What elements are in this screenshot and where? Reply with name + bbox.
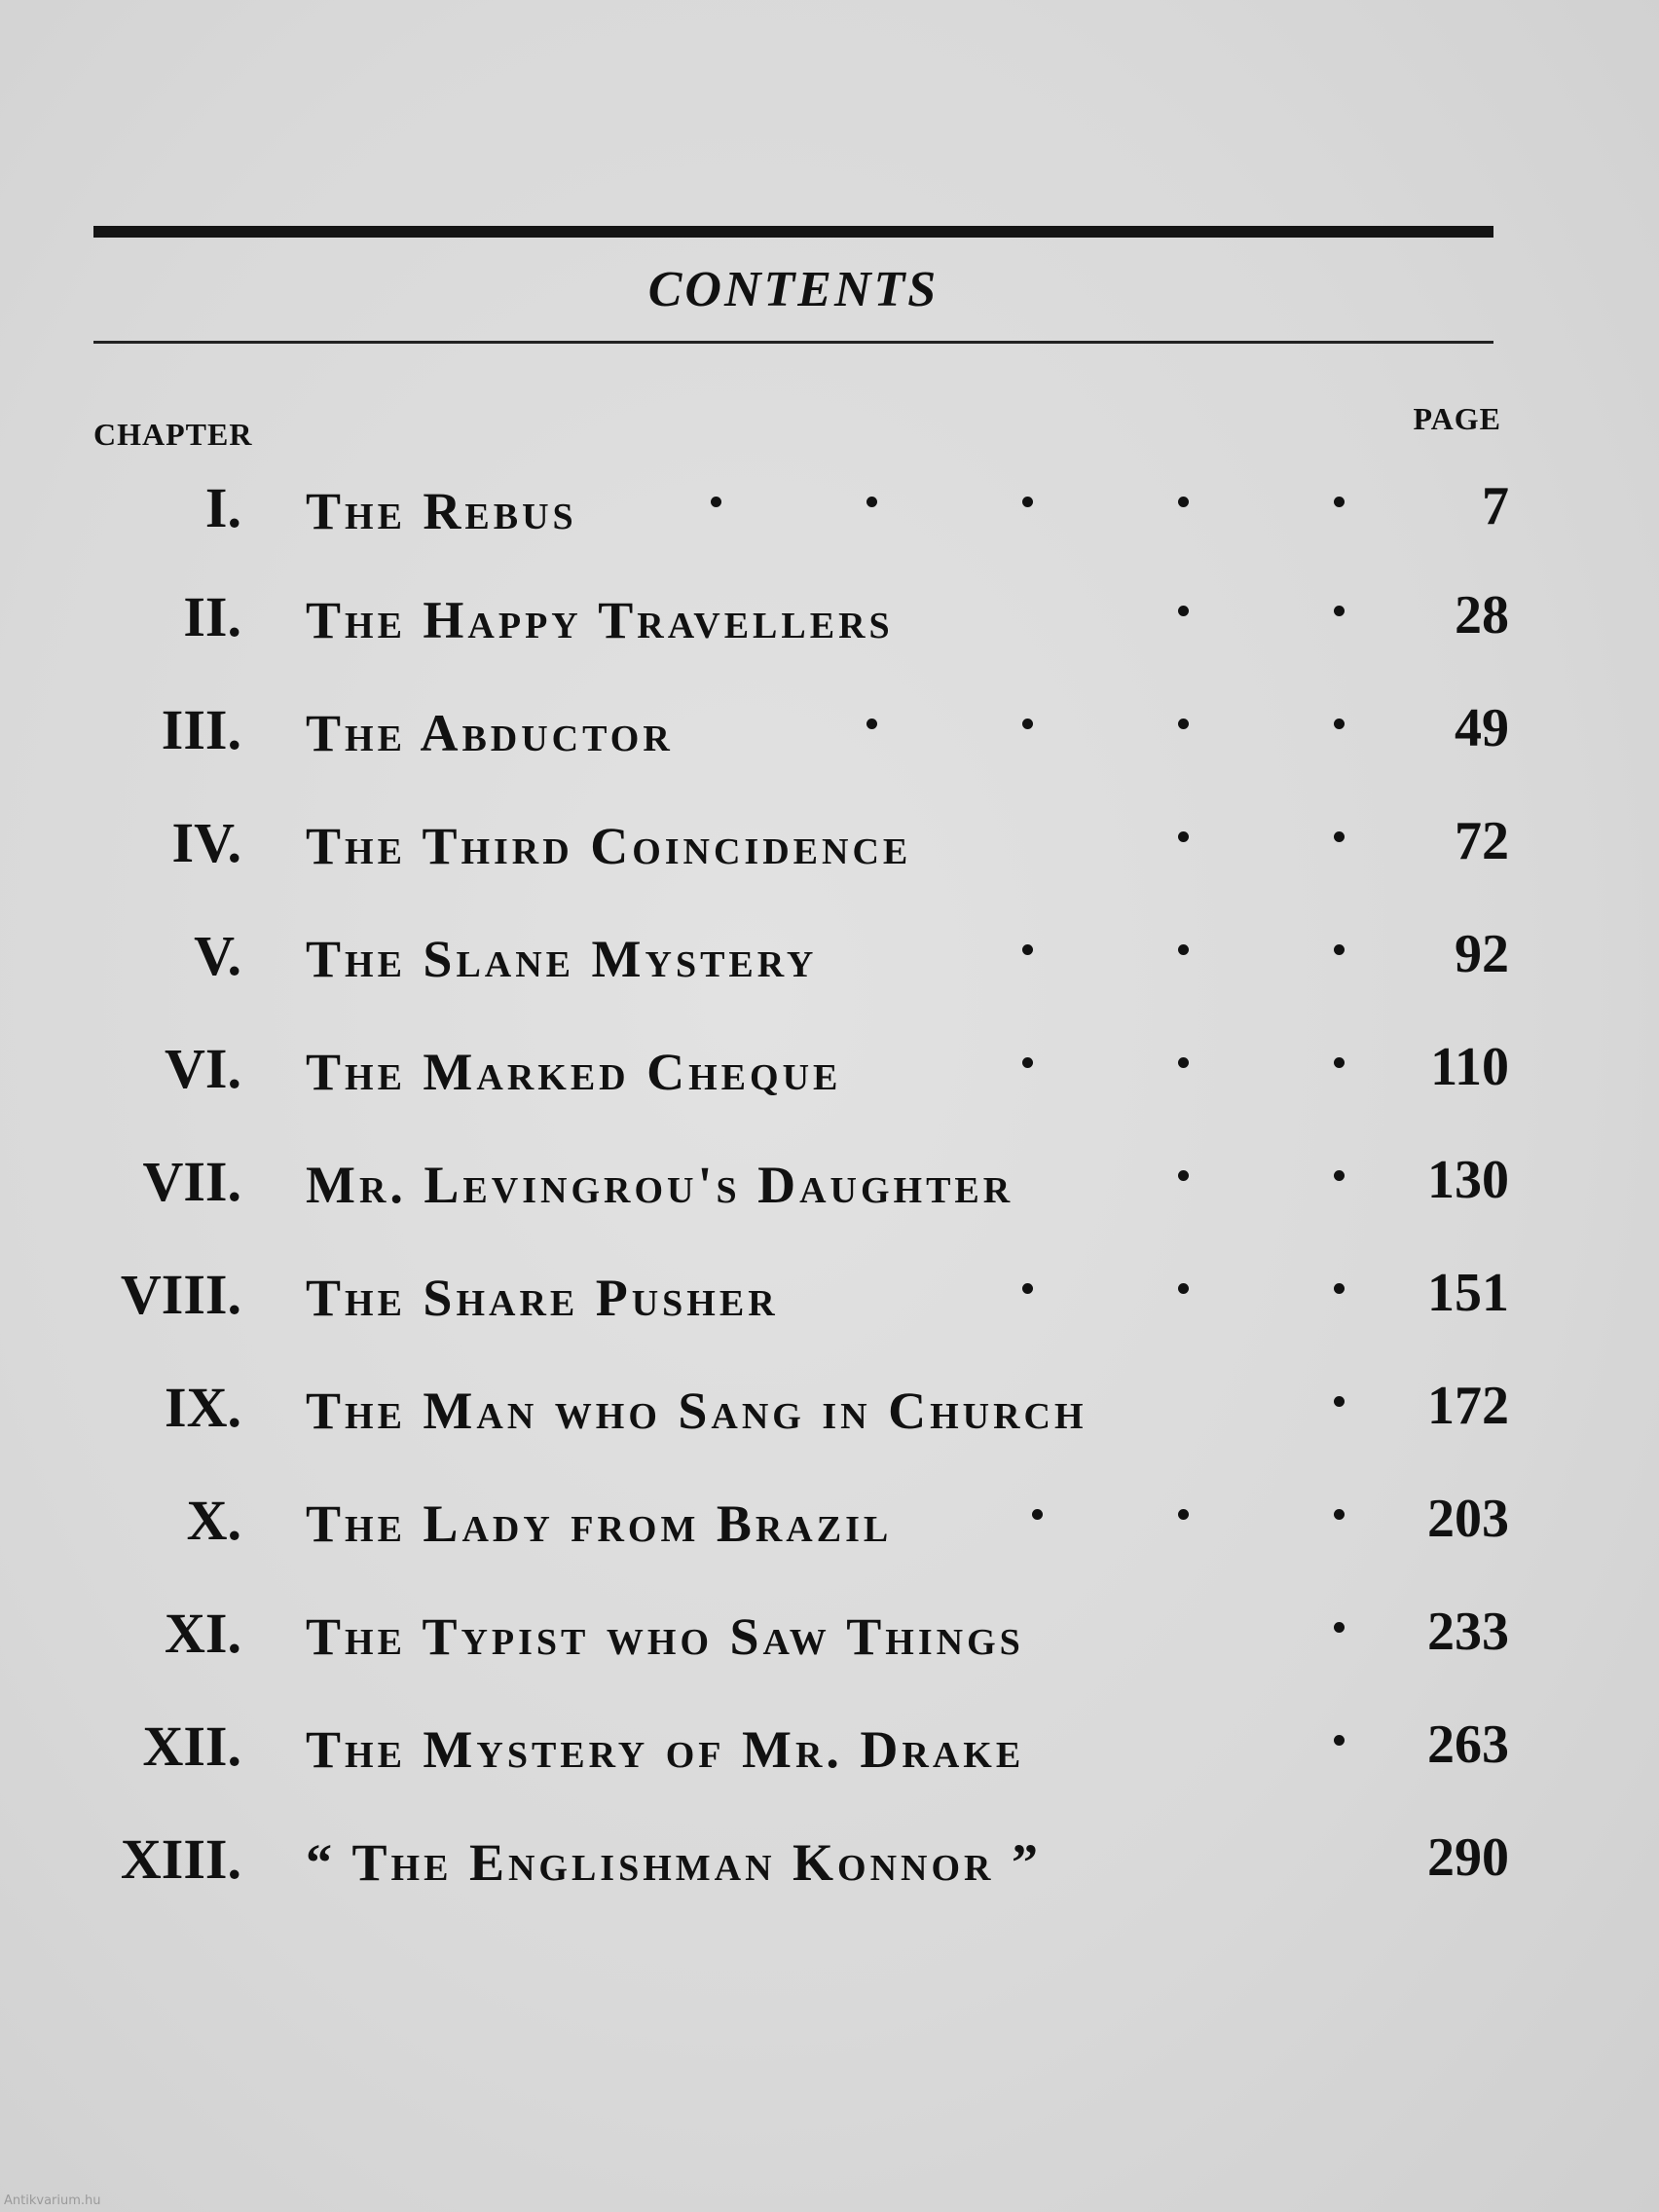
chapter-numeral: XIII. [120,1827,241,1891]
leader-dot [1334,1057,1345,1068]
chapter-numeral: IX. [165,1376,241,1439]
page-number: 290 [1427,1827,1509,1888]
page-number: 263 [1427,1714,1509,1775]
toc-row [0,1149,1659,1227]
page-number: 110 [1430,1037,1509,1097]
chapter-title: The Third Coincidence [306,817,912,875]
leader-dot [866,497,877,507]
page-number: 28 [1455,585,1509,645]
toc-row [0,584,1659,662]
leader-dot [1178,1509,1189,1520]
chapter-title: The Mystery of Mr. Drake [306,1720,1025,1779]
toc-row [0,1714,1659,1791]
chapter-title: The Share Pusher [306,1269,779,1327]
leader-dot [1334,606,1345,616]
leader-dot [1178,1283,1189,1294]
leader-dot [1334,1509,1345,1520]
chapter-title: Mr. Levingrou's Daughter [306,1156,1014,1214]
chapter-numeral: XII. [142,1714,241,1778]
chapter-title: The Slane Mystery [306,930,818,988]
chapter-numeral: II. [183,585,241,648]
toc-row [0,810,1659,888]
leader-dot [1178,944,1189,955]
heading-rule-thin [93,341,1493,344]
toc-row [0,1826,1659,1904]
leader-dot [1022,944,1033,955]
chapter-numeral: VII. [142,1150,241,1213]
chapter-numeral: I. [204,476,241,539]
chapter-title: The Marked Cheque [306,1043,842,1101]
watermark: Antikvarium.hu [4,2194,101,2208]
page-number: 130 [1427,1150,1509,1210]
chapter-title: The Lady from Brazil [306,1494,893,1553]
page-number: 172 [1427,1376,1509,1436]
chapter-numeral: VIII. [120,1263,241,1326]
leader-dot [1334,719,1345,729]
leader-dot [1178,831,1189,842]
chapter-title: The Happy Travellers [306,591,894,649]
contents-heading: CONTENTS [647,262,940,317]
leader-dot [1178,1057,1189,1068]
top-rule-thick [93,226,1493,238]
toc-row [0,1601,1659,1678]
page-column-label: PAGE [1413,401,1501,436]
chapter-numeral: IV. [171,811,241,874]
leader-dot [1178,1170,1189,1181]
chapter-title: The Rebus [306,482,577,540]
toc-row [0,697,1659,775]
leader-dot [1032,1509,1043,1520]
leader-dot [1178,497,1189,507]
leader-dot [1022,719,1033,729]
toc-row [0,1036,1659,1114]
toc-row [0,1262,1659,1340]
leader-dot [1022,1057,1033,1068]
leader-dot [1022,1283,1033,1294]
chapter-title: The Typist who Saw Things [306,1607,1024,1666]
leader-dot [1334,1283,1345,1294]
toc-row [0,1375,1659,1453]
page-number: 233 [1427,1602,1509,1662]
leader-dot [1178,606,1189,616]
chapter-title: The Abductor [306,704,674,762]
leader-dot [711,497,721,507]
leader-dot [1334,1170,1345,1181]
page-number: 92 [1455,924,1509,984]
leader-dot [1334,497,1345,507]
leader-dot [1334,831,1345,842]
leader-dot [1178,719,1189,729]
chapter-title: “ The Englishman Konnor ” [306,1833,1042,1892]
leader-dot [1334,1396,1345,1407]
chapter-numeral: X. [186,1489,241,1552]
page-number: 151 [1427,1263,1509,1323]
toc-row [0,475,1659,553]
chapter-numeral: V. [194,924,241,987]
leader-dot [1334,944,1345,955]
leader-dot [1334,1735,1345,1746]
page-number: 72 [1455,811,1509,871]
page-number: 203 [1427,1489,1509,1549]
chapter-column-label: CHAPTER [93,417,253,452]
toc-row [0,923,1659,1001]
toc-row [0,1488,1659,1566]
chapter-title: The Man who Sang in Church [306,1382,1088,1440]
page-number: 49 [1455,698,1509,758]
chapter-numeral: XI. [165,1602,241,1665]
chapter-numeral: VI. [165,1037,241,1100]
leader-dot [866,719,877,729]
page-number: 7 [1482,476,1509,536]
leader-dot [1334,1622,1345,1633]
chapter-numeral: III. [161,698,241,761]
leader-dot [1022,497,1033,507]
